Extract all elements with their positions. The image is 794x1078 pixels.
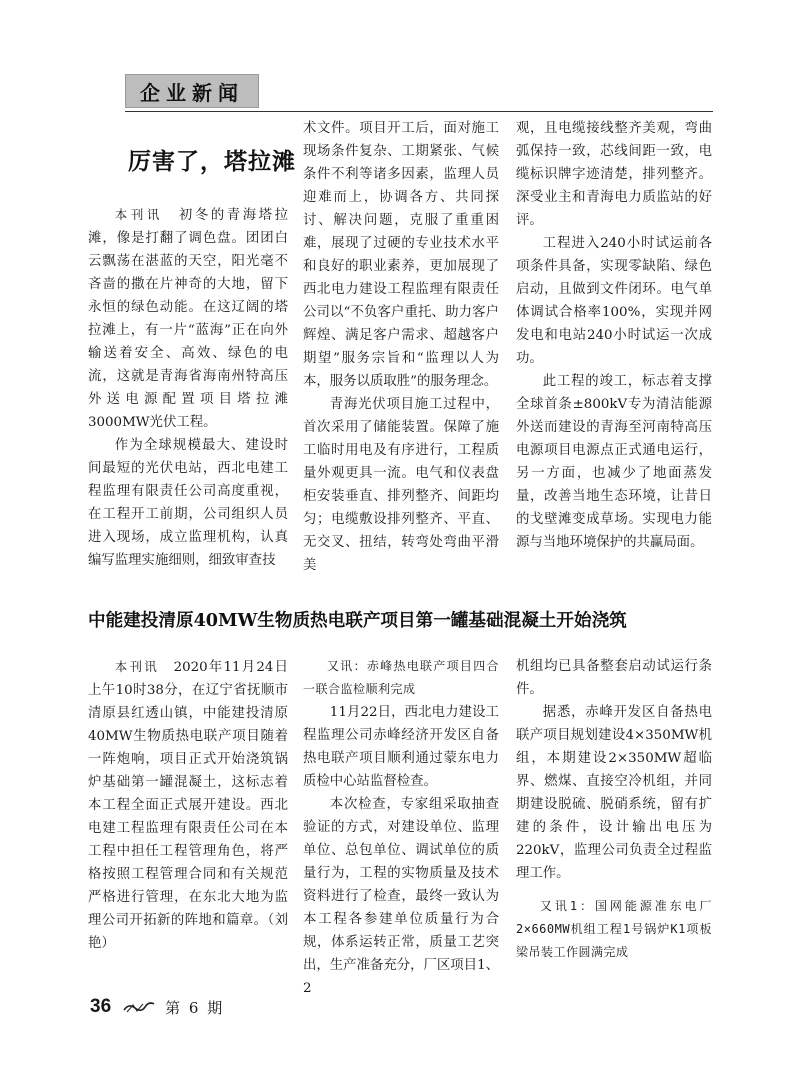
article1-paragraph: 青海光伏项目施工过程中，首次采用了储能装置。保障了施工临时用电及有序进行，工程质量外观更具一流。电气和仪表盘柜安装垂直、排列整齐、间距均匀；电缆敷设排列整齐、平直、无交叉、扭结，转弯处弯曲平滑美: [303, 397, 499, 573]
article1-column-1: [88, 203, 288, 572]
section-title: 企业新闻: [125, 74, 259, 108]
article2-lead: 本刊讯: [114, 659, 159, 674]
article1-paragraph: 工程进入240小时试运前各项条件具备，实现零缺陷、绿色启动，且做到文件闭环。电气单体调试合格率100%，实现并网发电和电站240小时试运一次成功。: [516, 236, 712, 366]
article2-paragraph: 本次检查，专家组采取抽查验证的方式，对建设单位、监理单位、总包单位、调试单位的质量行为，工程的实物质量及技术资料进行了检查，最终一致认为本工程各参建单位质量行为合规，体系运转正常，质量工艺突出，生产准备充分，厂区项目1、2: [303, 797, 499, 996]
article2-paragraph: 机组均已具备整套启动试运行条件。: [516, 659, 712, 697]
article2-column-3: [516, 655, 712, 964]
article2-paragraph: 11月22日，西北电力建设工程监理公司赤峰经济开发区自备热电联产项目顺利通过蒙东电力质检中心站监督检查。: [303, 705, 499, 789]
issue-number: 第 6 期: [165, 998, 225, 1017]
article2-paragraph: [88, 655, 288, 955]
article1-title: 厉害了，塔拉滩: [128, 149, 296, 175]
article1-paragraph: 术文件。项目开工后，面对施工现场条件复杂、工期紧张、气候条件不利等诸多因素，监理人员迎难而上，协调各方、共同探讨、解决问题，克服了重重困难，展现了过硬的专业技术水平和良好的职业素养，更加展现了西北电力建设工程监理有限责任公司以“不负客户重托、助力客户辉煌、满足客户需求、超越客户期望”服务宗旨和“监理以人为本，服务以质取胜”的服务理念。: [303, 121, 499, 389]
page-number: 36: [90, 996, 112, 1017]
header-rule: [125, 111, 713, 112]
news-brief-caption: 又讯1：国网能源准东电厂2×660MW机组工程1号锅炉K1项板梁吊装工作圆满完成: [516, 899, 712, 959]
article2-title: 中能建投清原40MW生物质热电联产项目第一罐基础混凝土开始浇筑: [88, 610, 627, 631]
paragraph-text: 初冬的青海塔拉滩，像是打翻了调色盘。团团白云飘荡在湛蓝的天空，阳光毫不吝啬的撒在片神奇的大地，留下永恒的绿色动能。在这辽阔的塔拉滩上，有一片“蓝海”正在向外输送着安全、高效、绿色的电流，这就是青海省海南州特高压外送电源配置项目塔拉滩3000MW光伏工程。: [88, 208, 288, 430]
article1-column-3: [516, 117, 712, 554]
article1-column-2: [303, 117, 499, 577]
article2-column-1: [88, 655, 288, 955]
article2-column-2: [303, 655, 499, 1000]
article1-paragraph: [88, 203, 288, 434]
magazine-logo-icon: [123, 1001, 155, 1013]
news-brief-caption: 又讯：赤峰热电联产项目四合一联合监检顺利完成: [303, 659, 499, 696]
page-footer: [90, 996, 224, 1018]
paragraph-text: 2020年11月24日上午10时38分，在辽宁省抚顺市清原县红透山镇，中能建投清原40MW生物质热电联产项目随着一阵炮响，项目正式开始浇筑锅炉基础第一罐混凝土，这标志着本工程全面正式展开建设。西北电建工程监理有限责任公司在本工程中担任工程管理角色，将严格按照工程管理合同和有关规范严格进行管理，在东北大地为监理公司开拓新的阵地和篇章。（刘艳）: [88, 660, 288, 951]
article1-paragraph: 作为全球规模最大、建设时间最短的光伏电站，西北电建工程监理有限责任公司高度重视，在工程开工前期，公司组织人员进入现场，成立监理机构，认真编写监理实施细则，细致审查技: [88, 438, 288, 568]
article1-paragraph: 观，且电缆接线整齐美观，弯曲弧保持一致，芯线间距一致，电缆标识牌字迹清楚，排列整齐。深受业主和青海电力质监站的好评。: [516, 121, 712, 228]
article2-paragraph: 据悉，赤峰开发区自备热电联产项目规划建设4×350MW机组，本期建设2×350MW超临界、燃煤、直接空冷机组，并同期建设脱硫、脱硝系统，留有扩建的条件，设计输出电压为220kV，监理公司负责全过程监理工作。: [516, 705, 712, 881]
article1-paragraph: 此工程的竣工，标志着支撑全球首条±800kV专为清洁能源外送而建设的青海至河南特高压电源项目电源点正式通电运行，另一方面，也减少了地面蒸发量，改善当地生态环境，让昔日的戈壁滩变成草场。实现电力能源与当地环境保护的共赢局面。: [516, 374, 712, 550]
article1-lead: 本刊讯: [114, 207, 163, 222]
